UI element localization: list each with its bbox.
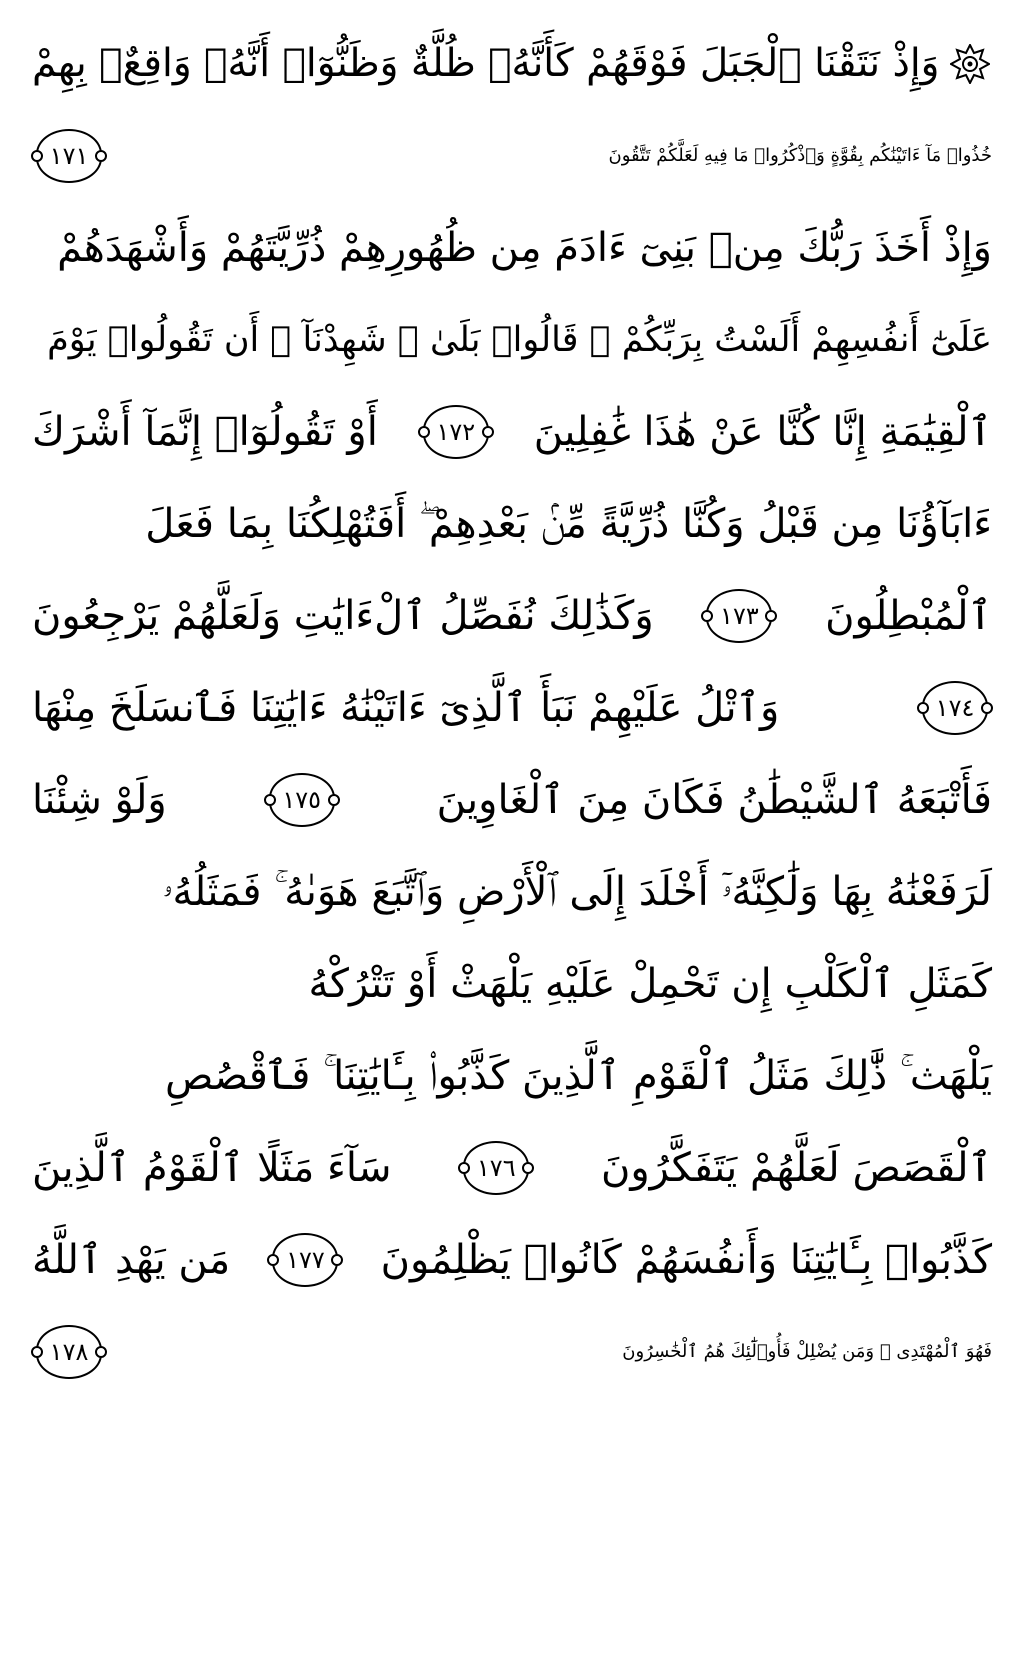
verse-text: عَلَىٰٓ أَنفُسِهِمْ أَلَسْتُ بِرَبِّكُمْ ۖ قَالُوا۟ بَلَىٰ ۛ شَهِدْنَآ ۛ أَن تَقُولُوا۟ يَوْمَ (47, 320, 992, 360)
verse-text: خُذُوا۟ مَآ ءَاتَيْنَٰكُم بِقُوَّةٍ وَٱذْكُرُوا۟ مَا فِيهِ لَعَلَّكُمْ تَتَّقُونَ (608, 145, 992, 166)
text-line-2 (32, 110, 992, 202)
verse-text: ٱلْقَصَصَ لَعَلَّهُمْ يَتَفَكَّرُونَ (600, 1145, 992, 1191)
verse-text: وَإِذْ أَخَذَ رَبُّكَ مِنۢ بَنِىٓ ءَادَمَ مِن ظُهُورِهِمْ ذُرِّيَّتَهُمْ وَأَشْهَدَهُمْ (57, 225, 992, 271)
ayah-number-marker: ١٧٦ (463, 1141, 529, 1195)
ayah-number-marker: ١٧٢ (423, 405, 489, 459)
verse-text: وَلَوْ شِئْنَا (32, 777, 167, 823)
verse-text: فَأَتْبَعَهُ ٱلشَّيْطَٰنُ فَكَانَ مِنَ ٱلْغَاوِينَ (436, 777, 992, 823)
verse-text: وَٱتْلُ عَلَيْهِمْ نَبَأَ ٱلَّذِىٓ ءَاتَيْنَٰهُ ءَايَٰتِنَا فَٱنسَلَخَ مِنْهَا (32, 685, 780, 731)
ayah-number-marker: ١٧٥ (269, 773, 335, 827)
text-line-14 (32, 1214, 992, 1306)
text-line-11 (32, 938, 992, 1030)
verse-text: مَن يَهْدِ ٱللَّهُ (32, 1237, 231, 1283)
ayah-number-marker: ١٧٧ (272, 1233, 338, 1287)
verse-text: ٱلْمُبْطِلُونَ (825, 593, 992, 639)
text-line-13 (32, 1122, 992, 1214)
verse-text: كَمَثَلِ ٱلْكَلْبِ إِن تَحْمِلْ عَلَيْهِ يَلْهَثْ أَوْ تَتْرُكْهُ (308, 961, 992, 1007)
verse-text: ءَابَآؤُنَا مِن قَبْلُ وَكُنَّا ذُرِّيَّةً مِّنۢ بَعْدِهِمْ ۖ أَفَتُهْلِكُنَا بِمَا فَعَلَ (145, 501, 992, 547)
ayah-number-marker: ١٧٤ (922, 681, 988, 735)
verse-text: سَآءَ مَثَلًا ٱلْقَوْمُ ٱلَّذِينَ (32, 1145, 392, 1191)
text-line-8 (32, 662, 992, 754)
text-line-5 (32, 386, 992, 478)
text-line-1 (32, 18, 992, 110)
verse-text: وَكَذَٰلِكَ نُفَصِّلُ ٱلْءَايَٰتِ وَلَعَلَّهُمْ يَرْجِعُونَ (32, 593, 654, 639)
text-line-7 (32, 570, 992, 662)
verse-text: يَلْهَث ۚ ذَّٰلِكَ مَثَلُ ٱلْقَوْمِ ٱلَّذِينَ كَذَّبُوا۟ بِـَٔايَٰتِنَا ۚ فَٱقْصُصِ (165, 1053, 992, 1099)
ayah-number-marker: ١٧٨ (36, 1325, 102, 1379)
verse-text: فَهُوَ ٱلْمُهْتَدِى ۖ وَمَن يُضْلِلْ فَأُو۟لَٰٓئِكَ هُمُ ٱلْخَٰسِرُونَ (622, 1341, 992, 1362)
verse-text: لَرَفَعْنَٰهُ بِهَا وَلَٰكِنَّهُۥٓ أَخْلَدَ إِلَى ٱلْأَرْضِ وَٱتَّبَعَ هَوَىٰهُ ۚ فَمَثَلُهُۥ (162, 869, 992, 915)
hizb-ornament-icon (948, 42, 992, 86)
text-line-15 (32, 1306, 992, 1398)
text-line-6 (32, 478, 992, 570)
ayah-number-marker: ١٧١ (36, 129, 102, 183)
verse-text: أَوْ تَقُولُوٓا۟ إِنَّمَآ أَشْرَكَ (32, 409, 378, 455)
quran-page (32, 18, 992, 1638)
text-line-9 (32, 754, 992, 846)
verse-text: وَإِذْ نَتَقْنَا ٱلْجَبَلَ فَوْقَهُمْ كَأَنَّهُۥ ظُلَّةٌ وَظَنُّوٓا۟ أَنَّهُۥ وَاقِعٌۢ بِهِمْ (32, 41, 940, 86)
text-line-10 (32, 846, 992, 938)
text-line-3 (32, 202, 992, 294)
verse-text: ٱلْقِيَٰمَةِ إِنَّا كُنَّا عَنْ هَٰذَا غَٰفِلِينَ (533, 409, 992, 455)
text-line-4 (32, 294, 992, 386)
ayah-number-marker: ١٧٣ (706, 589, 772, 643)
verse-text: كَذَّبُوا۟ بِـَٔايَٰتِنَا وَأَنفُسَهُمْ كَانُوا۟ يَظْلِمُونَ (380, 1237, 992, 1283)
text-line-12 (32, 1030, 992, 1122)
